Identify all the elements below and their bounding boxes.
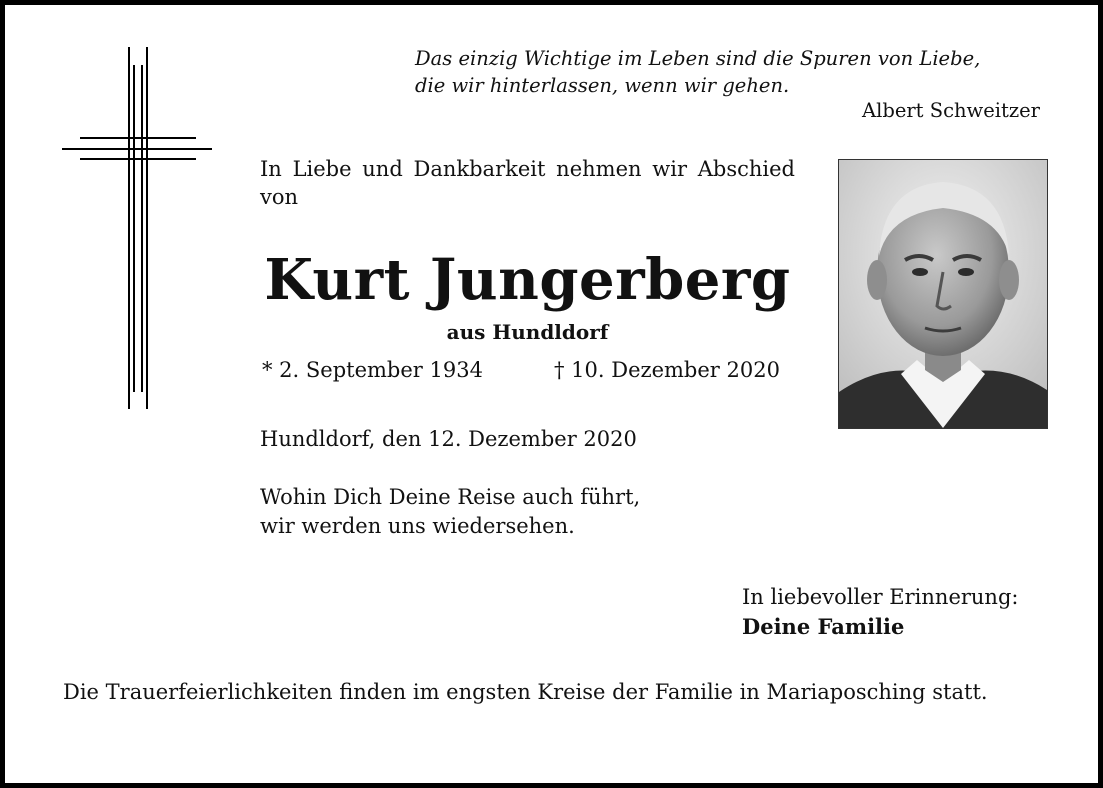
farewell-line-1: Wohin Dich Deine Reise auch führt, bbox=[260, 485, 641, 509]
quote-line-1: Das einzig Wichtige im Leben sind die Spuren von Liebe, bbox=[415, 47, 981, 70]
place-date: Hundldorf, den 12. Dezember 2020 bbox=[260, 427, 637, 451]
quote-author: Albert Schweitzer bbox=[862, 99, 1040, 122]
funeral-notice: Die Trauerfeierlichkeiten finden im engsten Kreise der Familie in Mariaposching statt. bbox=[63, 680, 988, 704]
closing-line: In liebevoller Erinnerung: bbox=[742, 585, 1019, 609]
portrait-image bbox=[839, 160, 1047, 428]
quote-line-2: die wir hinterlassen, wenn wir gehen. bbox=[415, 74, 790, 97]
birth-date: * 2. September 1934 bbox=[262, 358, 483, 382]
portrait-photo bbox=[838, 159, 1048, 429]
deceased-origin: aus Hundldorf bbox=[446, 320, 609, 344]
deceased-name: Kurt Jungerberg bbox=[264, 247, 791, 313]
death-date: † 10. Dezember 2020 bbox=[554, 358, 780, 382]
cross-icon bbox=[62, 47, 212, 409]
family-signature: Deine Familie bbox=[742, 614, 905, 639]
quote bbox=[415, 45, 1050, 99]
intro-text: In Liebe und Dankbarkeit nehmen wir Abschied von bbox=[260, 157, 795, 209]
farewell-line-2: wir werden uns wiedersehen. bbox=[260, 514, 575, 538]
closing-signature bbox=[742, 582, 1018, 642]
farewell-text bbox=[260, 483, 640, 541]
